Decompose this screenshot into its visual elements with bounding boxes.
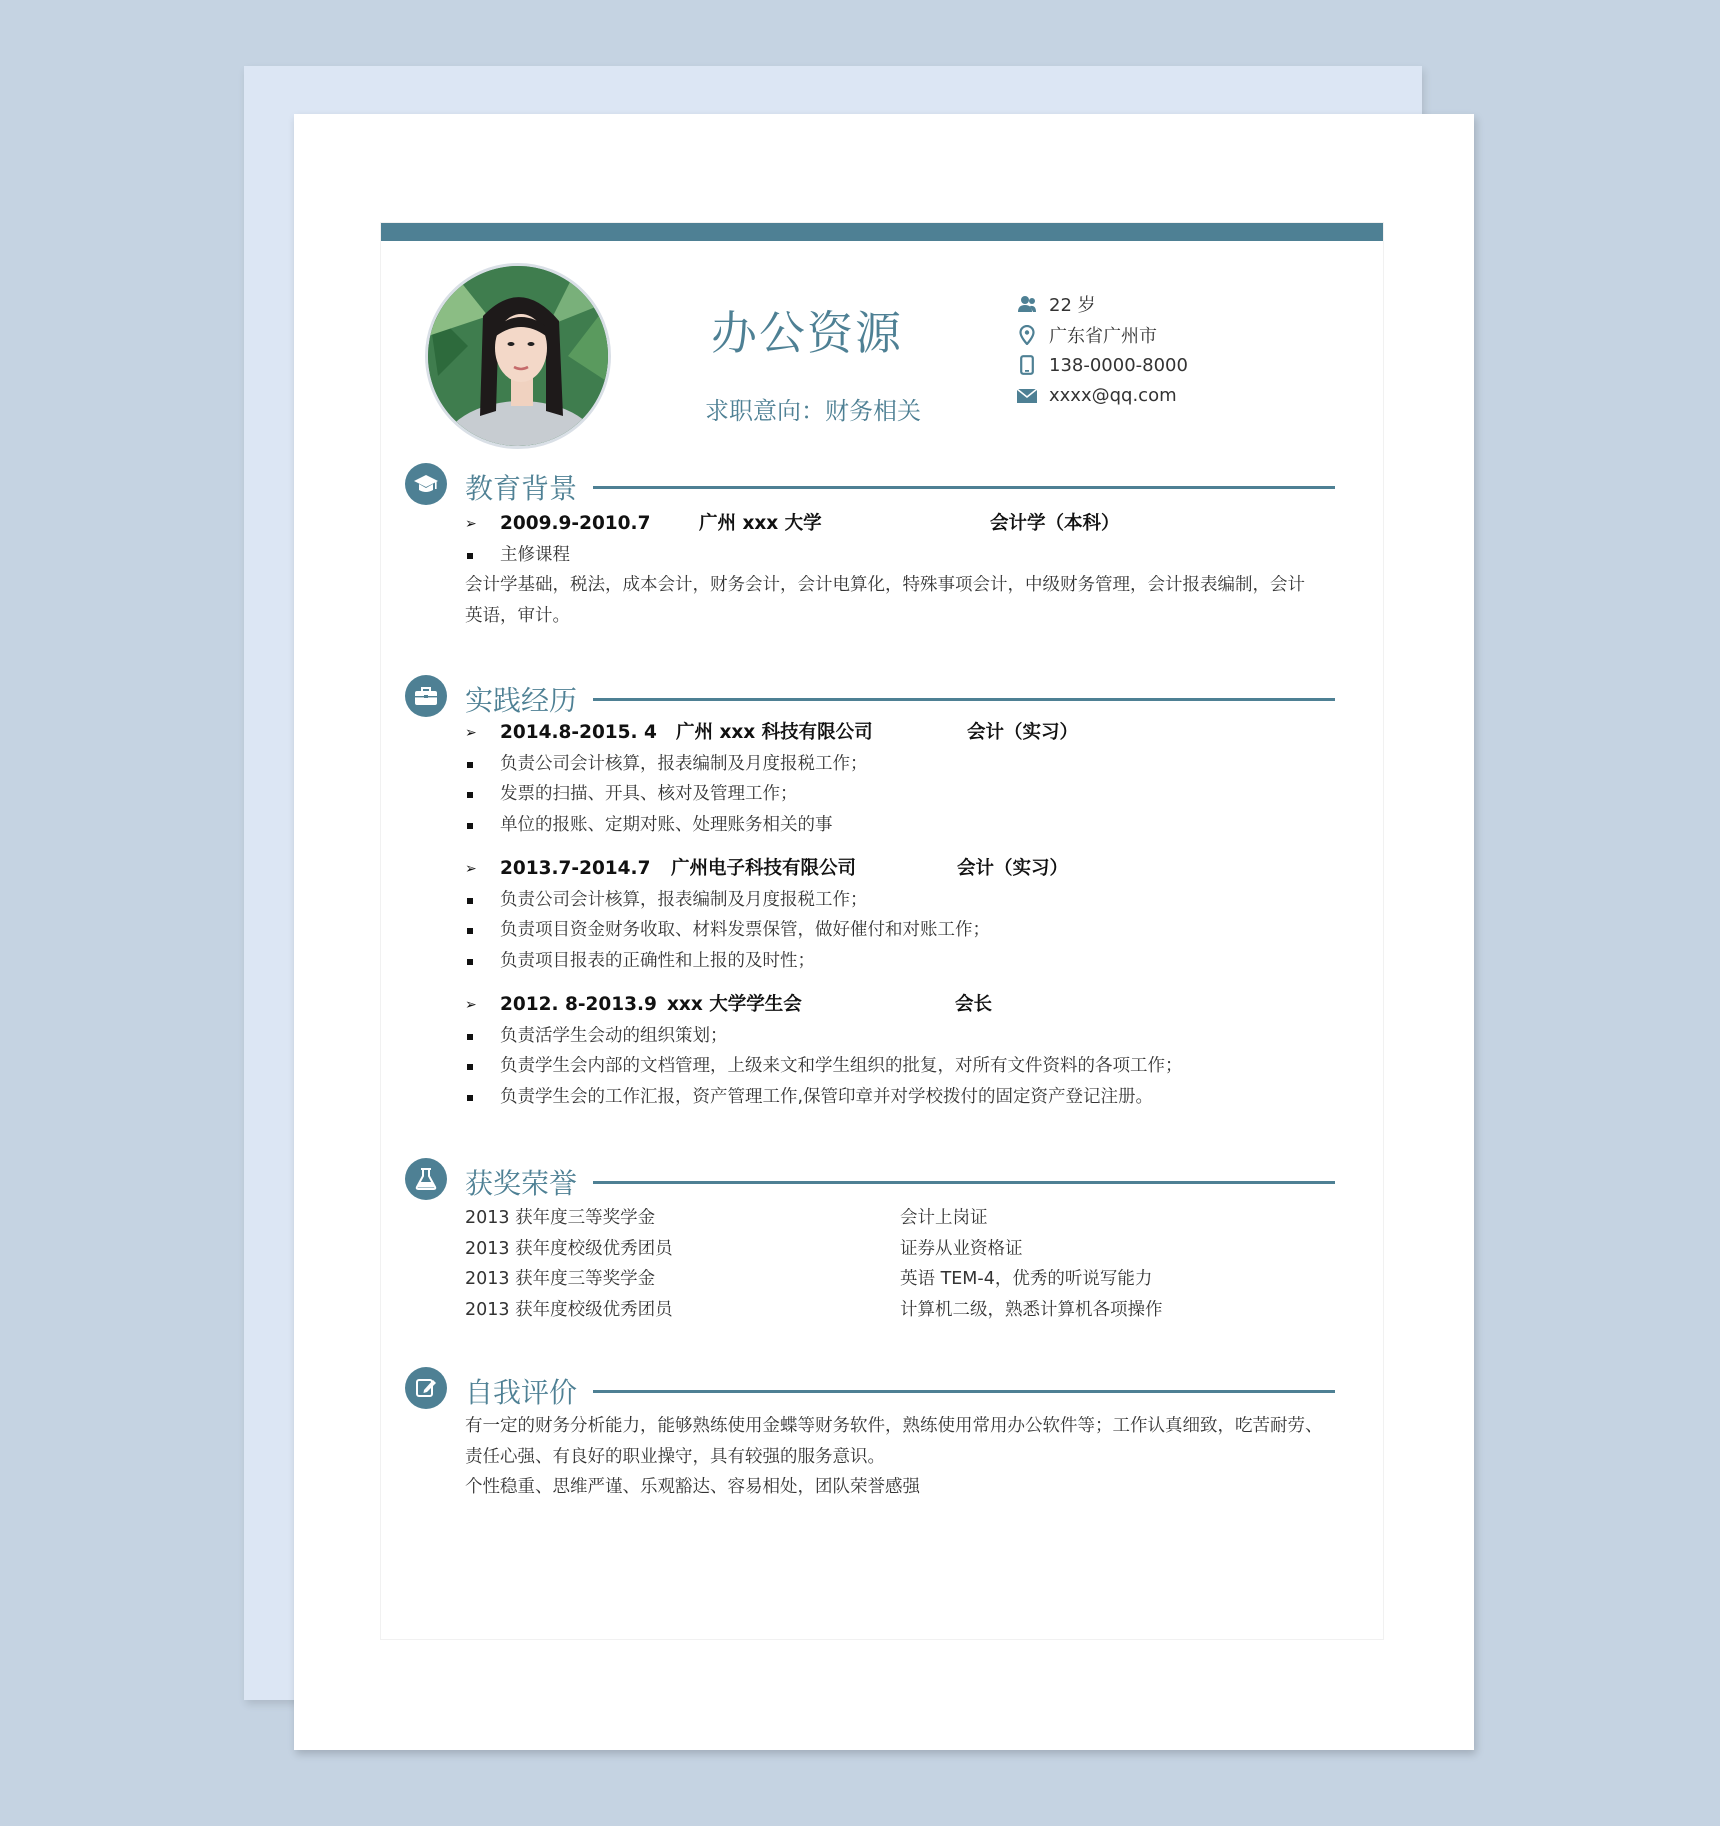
entry-school: 广州 xxx 大学 [699,513,822,534]
experience-entry [465,854,1325,885]
awards-title: 获奖荣誉 [465,1167,578,1200]
self-eval-header [405,1367,1335,1411]
experience-entry [465,718,1325,749]
entry-org: xxx 大学学生会 [667,994,802,1015]
entry-date: 2009.9-2010.7 [500,513,651,534]
education-header [405,463,1335,507]
top-accent-bar [381,223,1383,241]
award-item: 2013 获年度三等奖学金 [465,1269,656,1289]
awards-header [405,1158,1335,1202]
entry-org: 广州 xxx 科技有限公司 [676,722,873,743]
entry-major: 会计学（本科） [990,513,1120,534]
award-row [465,1203,1325,1234]
certificate-item: 英语 TEM-4，优秀的听说写能力 [900,1269,1153,1289]
section-divider [593,1390,1335,1393]
contact-list [1015,289,1188,411]
phone-text: 138-0000-8000 [1049,354,1188,376]
resume-page [380,222,1384,1640]
awards-section [405,1158,1335,1202]
entry-role: 会长 [955,994,993,1015]
entry-org: 广州电子科技有限公司 [671,858,857,879]
courses-text: 英语，审计。 [465,605,570,626]
section-divider [593,486,1335,489]
education-content [465,509,1325,631]
contact-location [1015,320,1188,351]
experience-header [405,675,1335,719]
certificate-item: 会计上岗证 [900,1208,988,1228]
person-icon [1015,293,1039,315]
contact-email [1015,381,1188,412]
arrow-bullet-icon: ➢ [465,725,477,741]
location-text: 广东省广州市 [1049,325,1157,347]
education-section [405,463,1335,507]
contact-age [1015,289,1188,320]
entry-role: 会计（实习） [967,722,1079,743]
edit-icon [405,1367,447,1409]
arrow-bullet-icon: ➢ [465,861,477,877]
award-item: 2013 获年度校级优秀团员 [465,1299,673,1320]
candidate-name: 办公资源 [711,306,903,360]
award-row [465,1295,1325,1326]
list-item: 主修课程 [465,540,1325,571]
entry-role: 会计（实习） [957,858,1069,879]
section-divider [593,698,1335,701]
award-item: 2013 获年度校级优秀团员 [465,1238,673,1259]
list-item: 负责活学生会动的组织策划； [465,1021,1325,1052]
arrow-bullet-icon: ➢ [465,516,477,532]
certificate-item: 证券从业资格证 [900,1238,1023,1259]
list-item: 负责项目资金财务收取、材料发票保管，做好催付和对账工作； [465,915,1325,946]
age-text: 22 岁 [1049,295,1096,317]
list-item: 负责学生会的工作汇报，资产管理工作,保管印章并对学校拨付的固定资产登记注册。 [465,1082,1325,1113]
list-item: 负责公司会计核算，报表编制及月度报税工作； [465,885,1325,916]
awards-content [465,1203,1325,1325]
experience-content [465,718,1325,1112]
award-row [465,1264,1325,1295]
self-eval-text: 个性稳重、思维严谨、乐观豁达、容易相处，团队荣誉感强 [465,1477,920,1497]
certificate-item: 计算机二级，熟悉计算机各项操作 [900,1299,1163,1320]
self-eval-text: 有一定的财务分析能力，能够熟练使用金蝶等财务软件，熟练使用常用办公软件等；工作认真细致，吃苦耐劳、 [465,1416,1323,1436]
experience-title: 实践经历 [465,684,578,717]
list-item: 负责项目报表的正确性和上报的及时性； [465,946,1325,977]
job-intent: 求职意向：财务相关 [705,397,921,425]
list-item: 负责学生会内部的文档管理，上级来文和学生组织的批复，对所有文件资料的各项工作； [465,1051,1325,1082]
list-item: 单位的报账、定期对账、处理账务相关的事 [465,810,1325,841]
award-item: 2013 获年度三等奖学金 [465,1208,656,1228]
arrow-bullet-icon: ➢ [465,997,477,1013]
courses-text: 会计学基础，税法，成本会计，财务会计，会计电算化，特殊事项会计，中级财务管理，会计报表编制，会计 [465,575,1305,595]
briefcase-icon [405,675,447,717]
self-eval-section [405,1367,1335,1411]
graduation-cap-icon [405,463,447,505]
contact-phone [1015,350,1188,381]
list-item: 发票的扫描、开具、核对及管理工作； [465,779,1325,810]
entry-date: 2013.7-2014.7 [500,858,651,879]
entry-date: 2014.8-2015. 4 [500,722,657,743]
self-eval-title: 自我评价 [465,1376,578,1409]
section-divider [593,1181,1335,1184]
list-item: 负责公司会计核算，报表编制及月度报税工作； [465,749,1325,780]
experience-entry [465,990,1325,1021]
education-entry [465,509,1325,540]
self-eval-content [465,1411,1325,1503]
email-text: xxxx@qq.com [1049,385,1177,407]
envelope-icon [1015,385,1039,407]
flask-icon [405,1158,447,1200]
phone-icon [1015,354,1039,376]
profile-photo [425,263,611,449]
award-row [465,1234,1325,1265]
experience-section [405,675,1335,719]
education-title: 教育背景 [465,472,578,505]
entry-date: 2012. 8-2013.9 [500,994,657,1015]
location-pin-icon [1015,324,1039,346]
self-eval-text: 责任心强、有良好的职业操守，具有较强的服务意识。 [465,1446,885,1467]
